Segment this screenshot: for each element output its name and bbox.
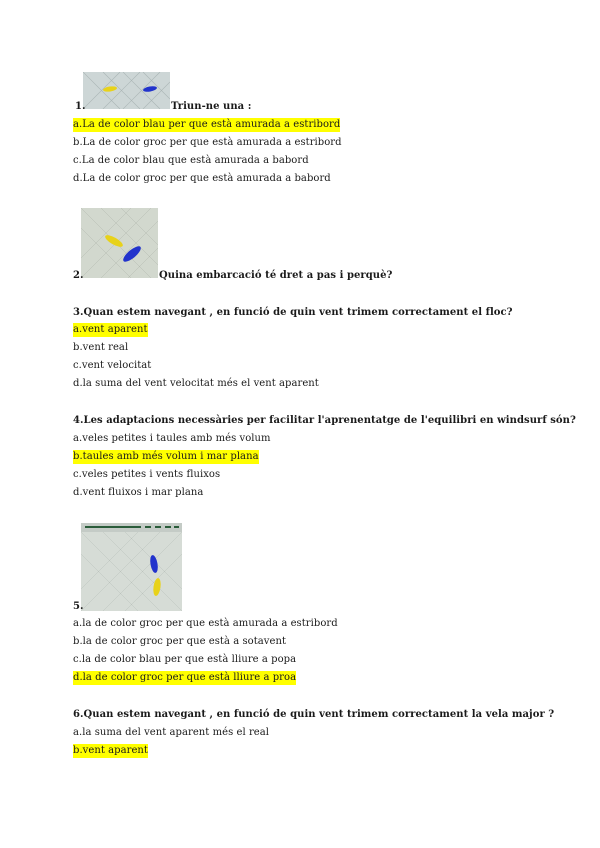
- question-4-option-c: c.veles petites i vents fluixos: [73, 469, 221, 480]
- question-5-option-c: c.la de color blau per que està lliure a popa: [73, 654, 297, 665]
- question-4-option-d: d.vent fluixos i mar plana: [73, 487, 204, 498]
- question-4-option-a: a.veles petites i taules amb més volum: [73, 433, 271, 444]
- question-1-image: [83, 72, 170, 109]
- boats-diagram-5: [81, 523, 182, 611]
- question-4-prompt: 4.Les adaptacions necessàries per facilitar l'aprenentatge de l'equilibri en windsurf són?: [73, 415, 576, 426]
- question-6-option-a: a.la suma del vent aparent més el real: [73, 727, 270, 738]
- question-1-number: 1.: [75, 101, 86, 112]
- question-5-option-d: d.la de color groc per que està lliure a proa: [73, 672, 297, 683]
- question-4-option-b: b.taules amb més volum i mar plana: [73, 451, 259, 462]
- question-1-option-c: c.La de color blau que està amurada a babord: [73, 155, 309, 166]
- question-5-option-a: a.la de color groc per que està amurada a estribord: [73, 618, 338, 629]
- question-3-option-c: c.vent velocitat: [73, 360, 152, 371]
- question-3-option-d: d.la suma del vent velocitat més el vent aparent: [73, 378, 319, 389]
- question-2-prompt: Quina embarcació té dret a pas i perquè?: [159, 270, 393, 281]
- question-3-option-b: b.vent real: [73, 342, 129, 353]
- question-3-prompt: 3.Quan estem navegant , en funció de quin vent trimem correctament el floc?: [73, 307, 513, 318]
- question-2-image: [81, 208, 158, 278]
- question-2-number: 2.: [73, 270, 84, 281]
- question-5-image: [81, 523, 182, 611]
- boats-diagram-2: [81, 208, 158, 278]
- question-5-option-b: b.la de color groc per que està a sotavent: [73, 636, 287, 647]
- question-1-option-d: d.La de color groc per que està amurada a babord: [73, 173, 331, 184]
- question-6-option-b: b.vent aparent: [73, 745, 148, 756]
- question-5-number: 5.: [73, 601, 84, 612]
- question-3-option-a: a.vent aparent: [73, 324, 148, 335]
- boats-diagram-1: [83, 72, 170, 109]
- question-6-prompt: 6.Quan estem navegant , en funció de quin vent trimem correctament la vela major ?: [73, 709, 555, 720]
- question-1-option-a: a.La de color blau per que està amurada a estribord: [73, 119, 341, 130]
- question-1-prompt: Triun-ne una :: [171, 101, 252, 112]
- question-1-option-b: b.La de color groc per que està amurada a estribord: [73, 137, 342, 148]
